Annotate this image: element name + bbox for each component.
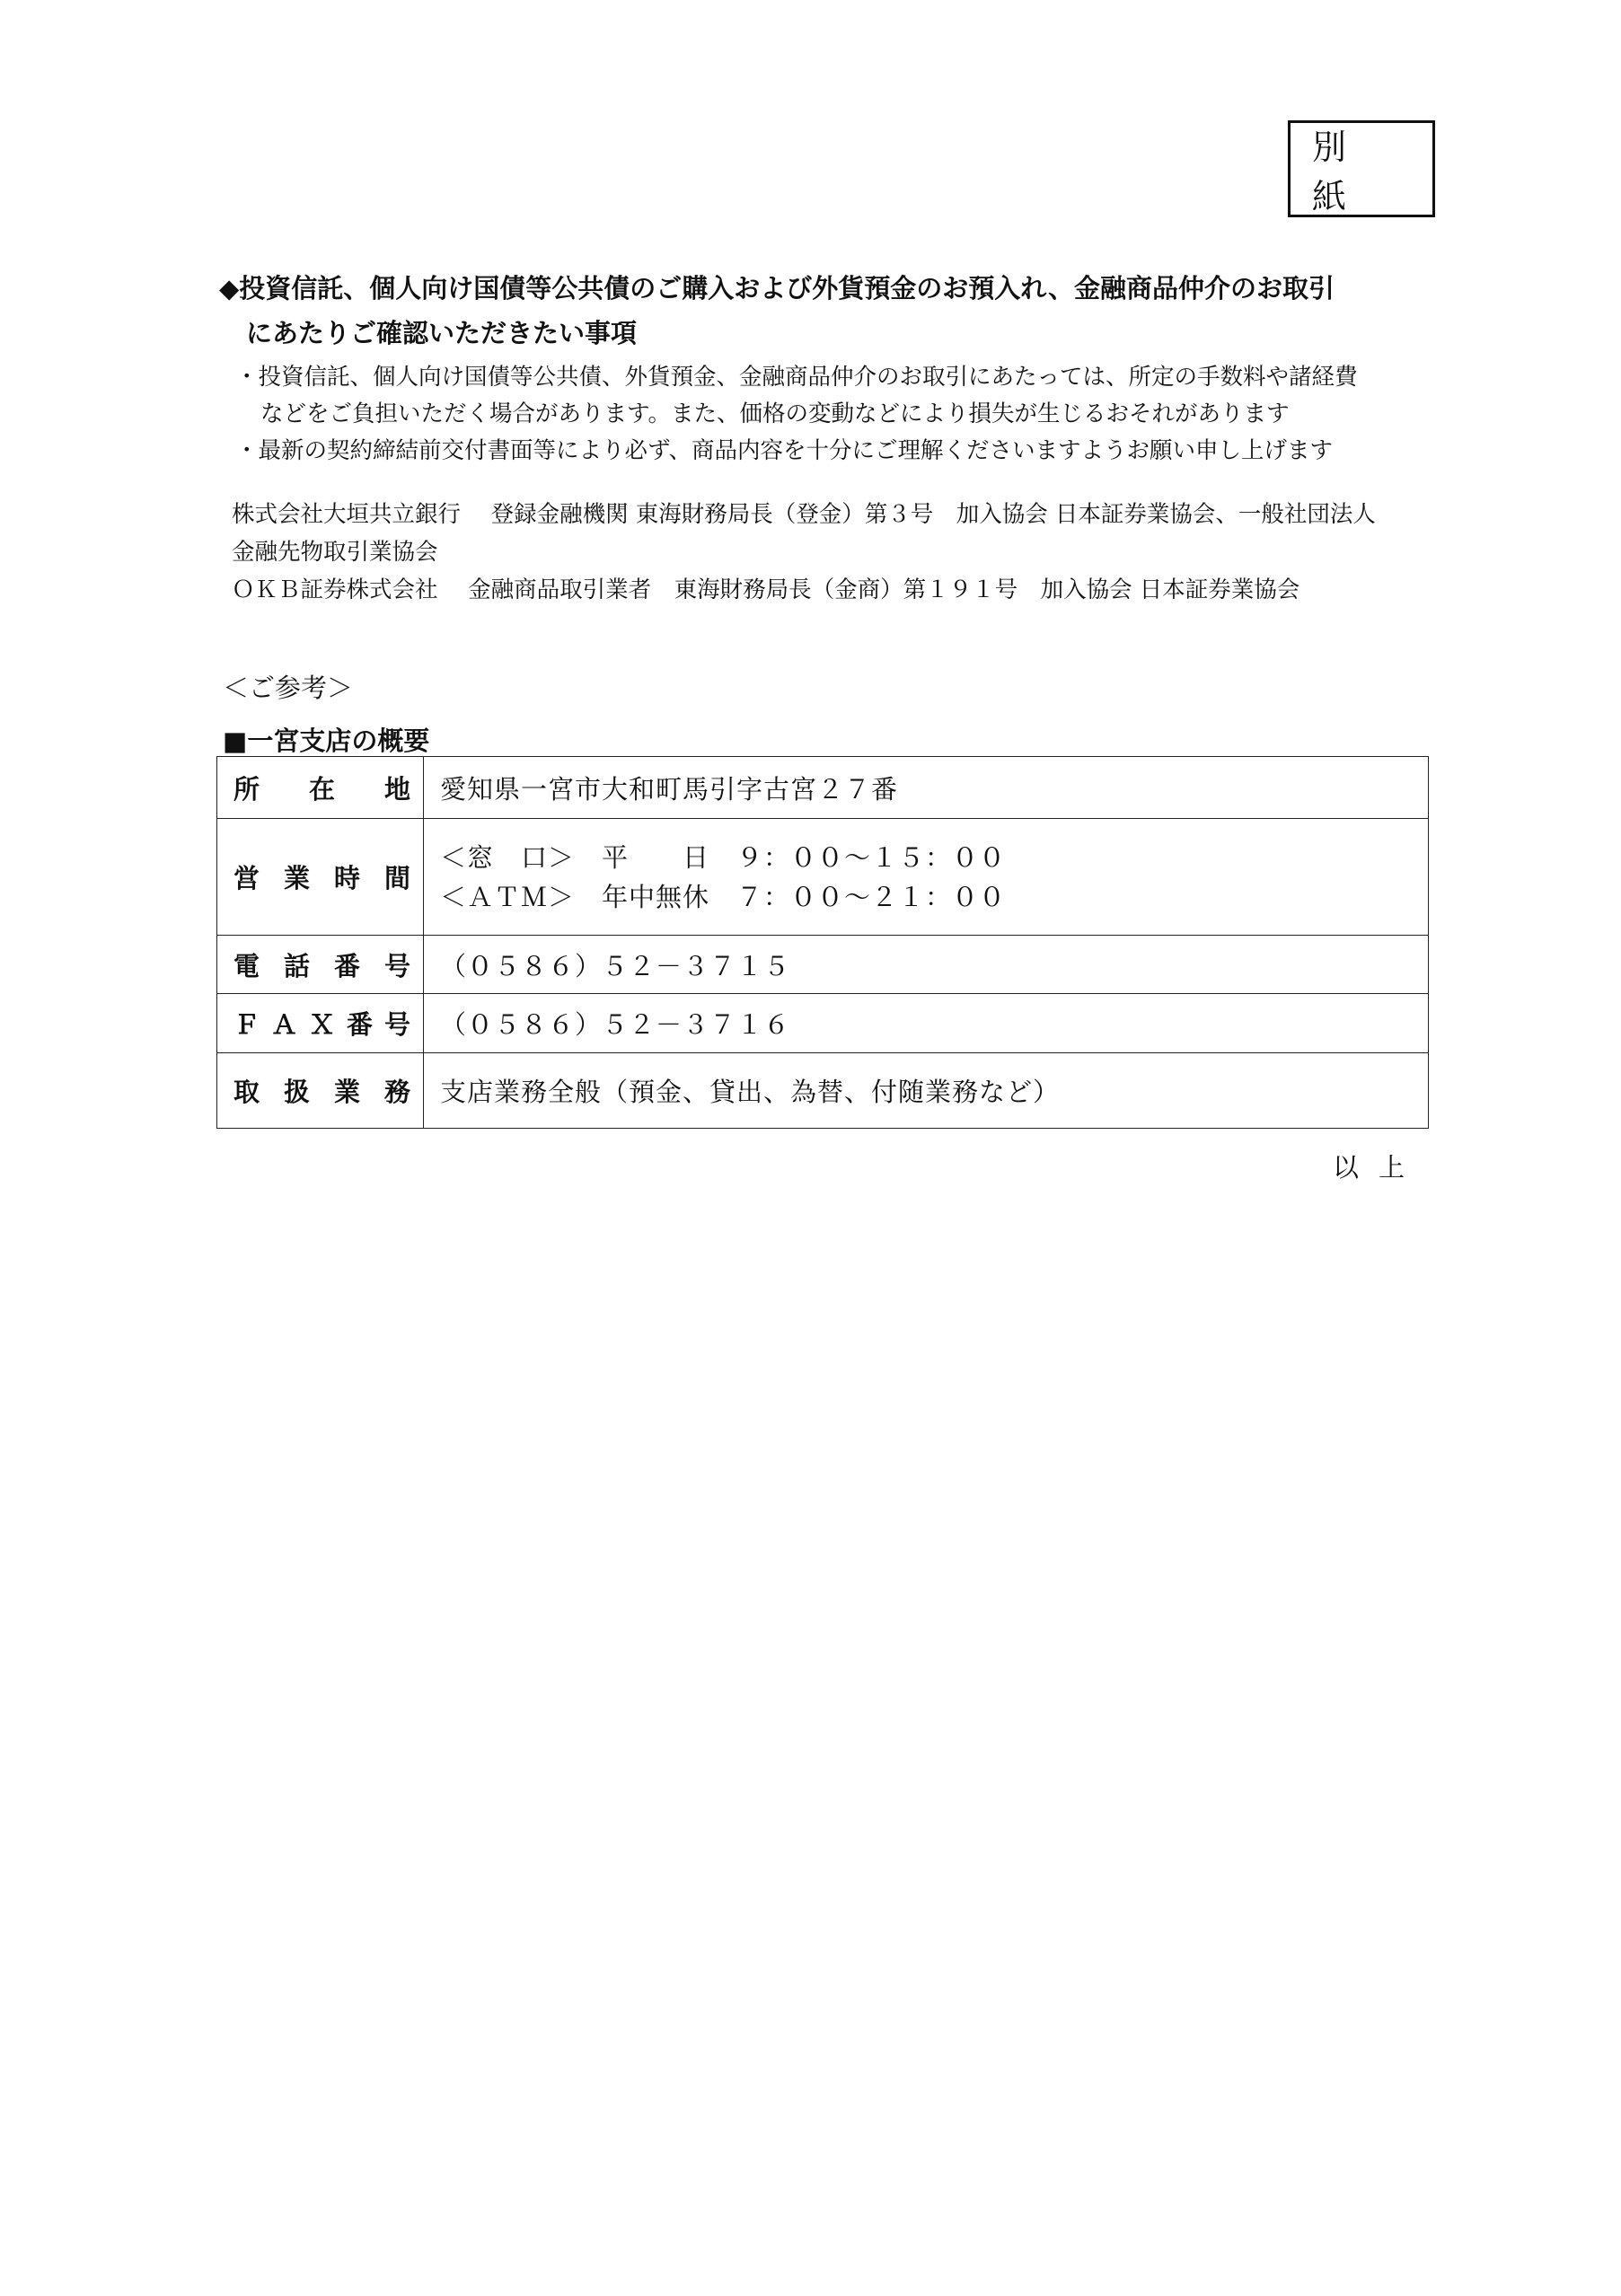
firm-registration <box>232 496 1444 609</box>
notice-heading <box>219 266 1440 356</box>
notice-heading-line1: ◆投資信託、個人向け国債等公共債のご購入および外貨預金のお預入れ、金融商品仲介のお取引 <box>219 273 1335 303</box>
firm-line3: ＯＫＢ証券株式会社 金融商品取引業者 東海財務局長（金商）第１９１号 加入協会 日本証券業協会 <box>232 576 1300 603</box>
reference-label: ＜ご参考＞ <box>223 673 354 703</box>
table-row <box>217 819 1429 936</box>
bullet1-line2: などをご負担いただく場合があります。また、価格の変動などにより損失が生じるおそれがあります <box>260 400 1290 427</box>
services-label: 取扱業務 <box>217 1053 424 1129</box>
section-title: ■一宮支店の概要 <box>223 726 430 756</box>
branch-info-table <box>216 756 1429 1129</box>
firm-line1: 株式会社大垣共立銀行 登録金融機関 東海財務局長（登金）第３号 加入協会 日本証券業協会、一般社団法人 <box>232 501 1376 528</box>
table-row <box>217 1053 1429 1129</box>
phone-value: （０５８６）５２－３７１５ <box>424 936 1429 994</box>
notice-heading-line2: にあたりご確認いただきたい事項 <box>246 318 638 348</box>
table-row <box>217 936 1429 994</box>
hours-counter: ＜窓 口＞ 平 日 ９：００～１５：００ <box>440 841 1007 873</box>
hours-value <box>424 819 1429 936</box>
services-value: 支店業務全般（預金、貸出、為替、付随業務など） <box>424 1053 1429 1129</box>
address-value: 愛知県一宮市大和町馬引字古宮２７番 <box>424 757 1429 819</box>
fax-value: （０５８６）５２－３７１６ <box>424 994 1429 1053</box>
bullet1-line1: ・投資信託、個人向け国債等公共債、外貨預金、金融商品仲介のお取引にあたっては、所定の手数料や諸経費 <box>235 364 1358 391</box>
attachment-stamp: 別 紙 <box>1288 120 1435 217</box>
phone-label: 電話番号 <box>217 936 424 994</box>
fax-label: ＦＡＸ番号 <box>217 994 424 1053</box>
hours-label: 営業時間 <box>217 819 424 936</box>
bullet-item <box>235 359 1439 433</box>
table-row <box>217 994 1429 1053</box>
firm-line2: 金融先物取引業協会 <box>232 539 438 566</box>
closing-mark: 以上 <box>1333 1152 1425 1183</box>
address-label: 所在地 <box>217 757 424 819</box>
hours-atm: ＜ＡＴＭ＞ 年中無休 ７：００～２１：００ <box>440 881 1007 912</box>
notice-bullets <box>235 359 1439 470</box>
bullet2: ・最新の契約締結前交付書面等により必ず、商品内容を十分にご理解くださいますようお願い申し上げます <box>235 437 1333 464</box>
table-row <box>217 757 1429 819</box>
